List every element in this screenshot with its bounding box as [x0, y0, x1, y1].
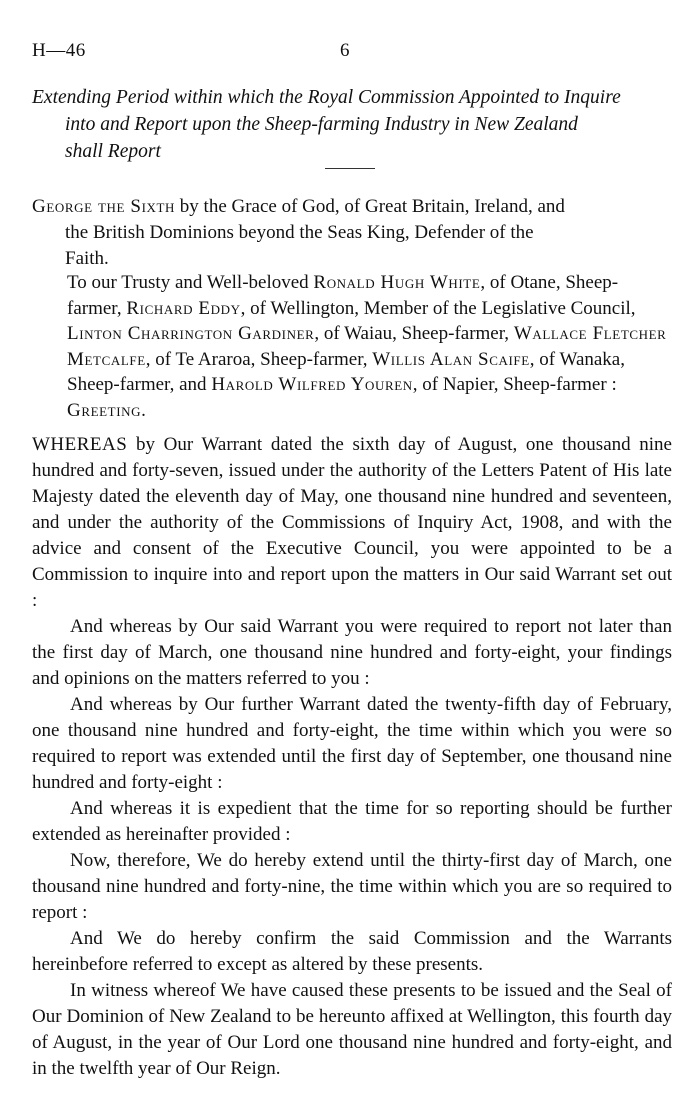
greeting: Greeting.: [67, 399, 147, 421]
confirmation-paragraph: And We do hereby confirm the said Commission and the Warrants hereinbefore referred to except as altered by these presents.: [32, 928, 672, 975]
operative-paragraph: Now, therefore, We do hereby extend until the thirty-first day of March, one thousand nine hundred and forty-nine, the time within which you are so required to report :: [32, 850, 672, 923]
address-intro: To our Trusty and Well-beloved: [67, 272, 314, 293]
recital-1-text: by Our Warrant dated the sixth day of August, one thousand nine hundred and forty-seven, issued under the authority of the Letters Patent of His late Majesty dated the eleventh day of May, one thousand nine hundred and seventeen, and under the authority of the Commissions of Inquiry Act, 1908, and with the advice and consent of the Executive Council, you were appointed to be a Commission to inquire into and report upon the matters in Our said Warrant set out :: [32, 434, 672, 611]
document-body: [32, 432, 672, 1082]
commissioner-name: Willis Alan Scaife: [372, 348, 530, 370]
title-line-1: Extending Period within which the Royal Commission Appointed to Inquire: [32, 87, 621, 108]
commissioner-description: , of Napier, Sheep-farmer :: [412, 374, 617, 396]
title-line-2: into and Report upon the Sheep-farming Industry in New Zealand: [65, 114, 578, 135]
title-divider: [325, 168, 375, 169]
sovereign-style: [32, 194, 672, 272]
recital-paragraph-1: [32, 432, 672, 614]
commissioner-name: Richard Eddy: [126, 297, 241, 319]
commissioner-description: , of Waiau, Sheep-farmer,: [314, 323, 514, 345]
title-line-3: shall Report: [65, 141, 161, 162]
addressees: [67, 270, 672, 424]
sovereign-line-3: Faith.: [65, 248, 109, 269]
commissioner-name: Wallace Fletcher Metcalfe: [67, 323, 667, 370]
document-title: [32, 84, 672, 165]
sovereign-line-2: the British Dominions beyond the Seas King, Defender of the: [65, 222, 534, 243]
page-number: 6: [340, 40, 350, 61]
commissioner-description: , of Te Araroa, Sheep-farmer,: [145, 348, 373, 370]
document-reference: H—46: [32, 40, 86, 61]
commissioner-name: Ronald Hugh White: [313, 272, 481, 293]
commissioner-name: Linton Charrington Gardiner: [67, 323, 315, 345]
commissioner-description: , of Wellington, Member of the Legislative Council,: [240, 297, 636, 319]
sovereign-line-1: by the Grace of God, of Great Britain, Ireland, and: [175, 196, 565, 217]
commissioner-description: , of Otane, Sheep-farmer,: [67, 272, 619, 319]
whereas-word: WHEREAS: [32, 434, 128, 455]
recital-paragraph-2: And whereas by Our said Warrant you were required to report not later than the first day of March, one thousand nine hundred and forty-eight, your findings and opinions on the matters referred to you :: [32, 616, 672, 689]
testimonium-paragraph: In witness whereof We have caused these presents to be issued and the Seal of Our Dominion of New Zealand to be hereunto affixed at Wellington, this fourth day of August, in the year of Our Lord one thousand nine hundred and forty-eight, and in the twelfth year of Our Reign.: [32, 980, 672, 1079]
recital-paragraph-3: And whereas by Our further Warrant dated the twenty-fifth day of February, one thousand nine hundred and forty-eight, the time within which you were so required to report was extended until the first day of September, one thousand nine hundred and forty-eight :: [32, 694, 672, 793]
commissioner-name: Harold Wilfred Youren: [211, 374, 413, 396]
commissioner-description: , of Wanaka, Sheep-farmer, and: [67, 348, 625, 396]
recital-paragraph-4: And whereas it is expedient that the time for so reporting should be further extended as hereinafter provided :: [32, 798, 672, 845]
sovereign-name: George the Sixth: [32, 196, 176, 217]
